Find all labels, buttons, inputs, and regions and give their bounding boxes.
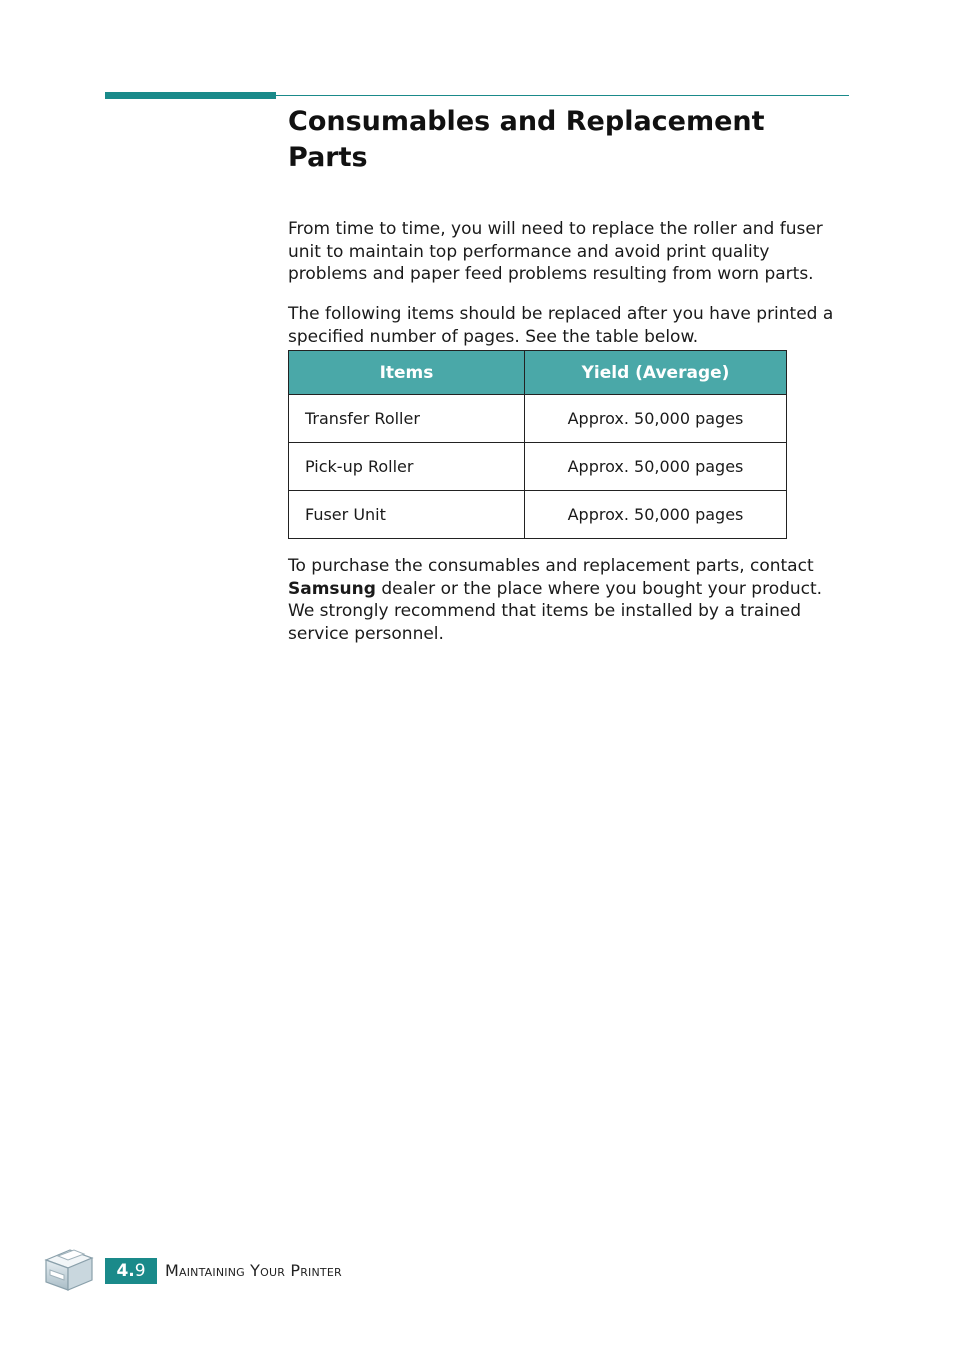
header-rule-thin <box>276 95 849 96</box>
row-item: Transfer Roller <box>289 395 525 443</box>
page-number-badge <box>105 1258 157 1284</box>
row-item: Pick-up Roller <box>289 443 525 491</box>
table-row <box>289 443 787 491</box>
printer-icon <box>40 1246 96 1296</box>
purchase-text-start: To purchase the consumables and replacement parts, contact <box>288 556 814 576</box>
table-row <box>289 395 787 443</box>
yield-table <box>288 350 787 539</box>
purchase-text-end: dealer or the place where you bought your product. We strongly recommend that items be installed by a trained service personnel. <box>288 578 823 644</box>
row-item: Fuser Unit <box>289 491 525 539</box>
table-intro-paragraph: The following items should be replaced after you have printed a specified number of pages. See the table below. <box>288 304 834 347</box>
header-rule-thick <box>105 92 276 99</box>
page-title: Consumables and Replacement Parts <box>288 106 765 173</box>
row-yield: Approx. 50,000 pages <box>525 443 787 491</box>
header-items: Items <box>289 351 525 395</box>
table-row <box>289 491 787 539</box>
row-yield: Approx. 50,000 pages <box>525 491 787 539</box>
page-number: 9 <box>134 1261 146 1281</box>
section-label: Maintaining Your Printer <box>165 1261 342 1280</box>
table-header-row <box>289 351 787 395</box>
purchase-paragraph <box>288 555 853 645</box>
intro-paragraph: From time to time, you will need to replace the roller and fuser unit to maintain top performance and avoid print quality problems and paper feed problems resulting from worn parts. <box>288 219 823 284</box>
row-yield: Approx. 50,000 pages <box>525 395 787 443</box>
brand-name: Samsung <box>288 578 376 599</box>
header-yield: Yield (Average) <box>525 351 787 395</box>
chapter-number: 4. <box>116 1261 135 1281</box>
